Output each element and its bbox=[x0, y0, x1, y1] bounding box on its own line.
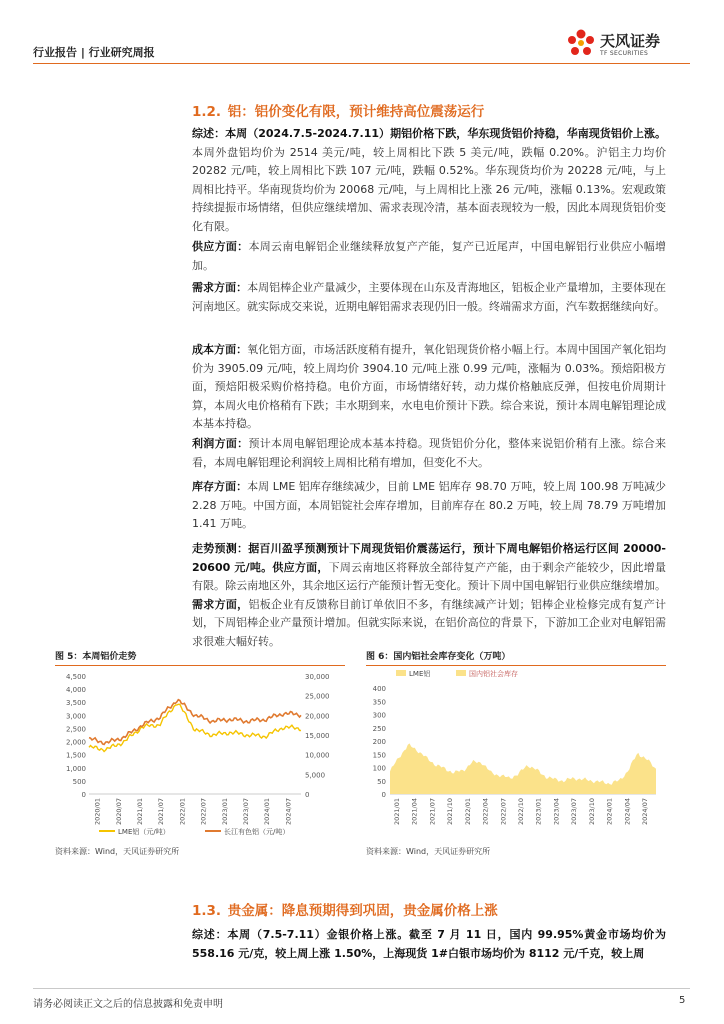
report-type-label: 行业报告 | 行业研究周报 bbox=[33, 46, 155, 59]
summary-paragraph bbox=[192, 125, 666, 237]
profit-body: 预计本周电解铝理论成本基本持稳。现货铝价分化，整体来说铝价稍有上涨。综合来看，本周电解铝理论利润较上周相比稍有增加，但变化不大。 bbox=[192, 437, 667, 469]
y-left-tick-label: 4,500 bbox=[65, 673, 86, 681]
y-tick-label: 250 bbox=[372, 724, 386, 733]
cost-lead: 成本方面： bbox=[192, 343, 248, 356]
page-number: 5 bbox=[679, 995, 686, 1006]
y-tick-label: 0 bbox=[381, 791, 386, 799]
figure-5 bbox=[55, 649, 345, 849]
x-tick-label: 2024/07 bbox=[284, 798, 293, 826]
x-tick-label: 2022/07 bbox=[499, 798, 508, 826]
section-heading: 铝：铝价变化有限，预计维持高位震荡运行 bbox=[227, 104, 485, 120]
y-left-tick-label: 4,000 bbox=[65, 686, 86, 695]
y-left-tick-label: 1,500 bbox=[65, 751, 86, 760]
brand-name: 天风证券 bbox=[600, 32, 661, 50]
y-tick-label: 150 bbox=[372, 751, 386, 760]
y-left-tick-label: 2,000 bbox=[65, 738, 86, 747]
figure-6-title: 图 6：国内铝社会库存变化（万吨） bbox=[366, 652, 511, 662]
section-title-aluminum bbox=[192, 100, 484, 120]
y-left-tick-label: 0 bbox=[81, 791, 86, 799]
series-line-changjiang bbox=[89, 700, 301, 745]
x-tick-label: 2021/07 bbox=[157, 798, 166, 826]
x-tick-label: 2024/04 bbox=[623, 798, 632, 826]
y-right-tick-label: 5,000 bbox=[305, 771, 326, 780]
y-tick-label: 350 bbox=[372, 698, 386, 707]
series-line-lme bbox=[89, 704, 301, 751]
y-right-tick-label: 0 bbox=[305, 791, 310, 799]
header-divider bbox=[33, 63, 690, 64]
legend-label-lme: LME铝（元/吨） bbox=[118, 828, 170, 836]
legend-label-domestic: 国内铝社会库存 bbox=[469, 670, 518, 678]
x-tick-label: 2023/01 bbox=[534, 798, 543, 826]
figure-6-source: 资料来源：Wind，天风证券研究所 bbox=[366, 847, 491, 856]
section-number: 1.3. bbox=[192, 903, 222, 919]
y-right-tick-label: 20,000 bbox=[305, 712, 330, 721]
y-left-tick-label: 3,000 bbox=[65, 712, 86, 721]
y-tick-label: 200 bbox=[372, 738, 386, 746]
supply-lead: 供应方面： bbox=[192, 240, 249, 253]
x-tick-label: 2022/04 bbox=[481, 798, 490, 826]
y-right-tick-label: 10,000 bbox=[305, 751, 330, 760]
forecast-body1: 下周云南地区将释放全部待复产产能，由于剩余产能较少，因此增量有限。除云南地区外，其余地区运行产能预计暂无变化。预计下周中国电解铝行业供应继续增加。 bbox=[192, 560, 666, 593]
figure-5-title: 图 5：本周铝价走势 bbox=[55, 652, 137, 662]
inventory-lead: 库存方面： bbox=[192, 480, 248, 493]
x-tick-label: 2023/10 bbox=[587, 798, 596, 826]
x-tick-label: 2023/01 bbox=[220, 798, 229, 826]
y-right-tick-label: 15,000 bbox=[305, 732, 330, 740]
brand-name-en: TF SECURITIES bbox=[600, 50, 649, 57]
x-tick-label: 2023/04 bbox=[552, 798, 561, 826]
profit-paragraph bbox=[192, 435, 666, 472]
y-right-tick-label: 25,000 bbox=[305, 692, 330, 701]
y-left-tick-label: 3,500 bbox=[65, 699, 86, 708]
x-tick-label: 2021/01 bbox=[392, 798, 401, 826]
footer-divider bbox=[33, 988, 690, 989]
precious-summary-lead: 综述：本周（7.5-7.11）金银价格上涨。截至 7 月 11 日，国内 99.95%黄金市场均价为 558.16 元/克，较上周上涨 1.50%，上海现货 1#白银市场均价为 8112 元/千克，较上周 bbox=[192, 928, 666, 960]
forecast-body2: 铝板企业有反馈称目前订单依旧不多，有继续减产计划；铝棒企业检修完成有复产计划，下周铝棒企业产量预计增加。但就实际来说，在铝价高位的背景下，下游加工企业对电解铝需求很难大幅好转。 bbox=[192, 597, 667, 648]
x-tick-label: 2021/04 bbox=[410, 798, 419, 826]
x-tick-label: 2022/10 bbox=[517, 798, 525, 826]
legend-label-lme: LME铝 bbox=[409, 670, 431, 678]
demand-paragraph bbox=[192, 279, 666, 316]
x-tick-label: 2024/01 bbox=[263, 798, 272, 826]
forecast-demand-lead: 需求方面， bbox=[192, 597, 249, 611]
precious-summary-paragraph bbox=[192, 926, 666, 963]
cost-paragraph bbox=[192, 341, 666, 434]
supply-body: 本周云南电解铝企业继续释放复产产能，复产已近尾声，中国电解铝行业供应小幅增加。 bbox=[192, 240, 667, 272]
figure-6 bbox=[366, 649, 666, 849]
x-tick-label: 2024/01 bbox=[605, 798, 614, 826]
legend-label-changjiang: 长江有色铝（元/吨） bbox=[224, 828, 290, 836]
inventory-body: 本周 LME 铝库存继续减少，目前 LME 铝库存 98.70 万吨，较上周 100.98 万吨减少 2.28 万吨。中国方面，本周铝锭社会库存增加，目前库存在 80.2 万吨，较上周 78.79 万吨增加 1.41 万吨。 bbox=[192, 480, 666, 531]
profit-lead: 利润方面： bbox=[192, 437, 249, 450]
section-heading: 贵金属：降息预期得到巩固，贵金属价格上涨 bbox=[227, 903, 498, 919]
supply-paragraph bbox=[192, 238, 666, 275]
x-tick-label: 2020/07 bbox=[114, 798, 123, 826]
legend-swatch-domestic bbox=[456, 670, 466, 676]
x-tick-label: 2021/10 bbox=[446, 798, 455, 826]
x-tick-label: 2020/01 bbox=[93, 798, 102, 826]
figure-5-source: 资料来源：Wind，天风证券研究所 bbox=[55, 847, 180, 856]
section-title-precious-metals bbox=[192, 899, 498, 919]
x-tick-label: 2023/07 bbox=[570, 798, 579, 826]
brand-flower-icon bbox=[564, 26, 598, 60]
demand-lead: 需求方面： bbox=[192, 281, 248, 294]
x-tick-label: 2022/07 bbox=[199, 798, 208, 826]
x-tick-label: 2023/07 bbox=[242, 798, 250, 826]
y-tick-label: 50 bbox=[377, 777, 386, 786]
brand-logo bbox=[564, 26, 694, 62]
x-tick-label: 2021/01 bbox=[136, 798, 144, 826]
y-left-tick-label: 500 bbox=[72, 777, 86, 786]
inventory-paragraph bbox=[192, 478, 666, 534]
y-tick-label: 300 bbox=[372, 711, 386, 720]
x-tick-label: 2022/01 bbox=[463, 798, 472, 826]
y-tick-label: 400 bbox=[372, 685, 386, 693]
footer-disclaimer: 请务必阅读正文之后的信息披露和免责申明 bbox=[33, 999, 223, 1010]
cost-body: 氧化铝方面，市场活跃度稍有提升，氧化铝现货价格小幅上行。本周中国国产氧化铝均价为 3905.09 元/吨，较上周均价 3904.10 元/吨上涨 0.99 元/吨，涨幅为 0.03%。预焙阳极方面，预焙阳极采购价格持稳。电价方面，市场情绪好转，动力煤价格触底反弹，但按电价周期计算，本周火电价格稍有下跌；丰水期到来，水电电价预计下跌。综合来说，预计本周电解铝理论成本基本持稳。 bbox=[192, 343, 667, 431]
summary-lead: 综述：本周（2024.7.5-2024.7.11）期铝价格下跌，华东现货铝价持稳，华南现货铝价上涨。 bbox=[192, 127, 666, 140]
area-series-inventory bbox=[390, 743, 656, 794]
y-left-tick-label: 2,500 bbox=[65, 725, 86, 734]
demand-body: 本周铝棒企业产量减少，主要体现在山东及青海地区，铝板企业产量增加，主要体现在河南地区。就实际成交来说，近期电解铝需求表现仍旧一般。终端需求方面，汽车数据继续向好。 bbox=[192, 281, 667, 313]
section-number: 1.2. bbox=[192, 104, 222, 120]
y-tick-label: 100 bbox=[372, 764, 386, 773]
x-tick-label: 2021/07 bbox=[428, 798, 437, 826]
x-tick-label: 2022/01 bbox=[178, 798, 187, 826]
forecast-lead: 走势预测：据百川盈孚预测预计下周现货铝价震荡运行，预计下周电解铝价格运行区间 20000-20600 元/吨。供应方面， bbox=[192, 542, 666, 574]
chart-aluminum-inventory bbox=[366, 666, 666, 846]
forecast-paragraph bbox=[192, 540, 666, 652]
y-right-tick-label: 30,000 bbox=[305, 673, 330, 681]
chart-aluminum-price bbox=[55, 666, 345, 846]
y-left-tick-label: 1,000 bbox=[65, 764, 86, 773]
x-tick-label: 2024/07 bbox=[641, 798, 650, 826]
summary-body: 本周外盘铝均价为 2514 美元/吨，较上周相比下跌 5 美元/吨，跌幅 0.20%。沪铝主力均价 20282 元/吨，较上周相比下跌 107 元/吨，跌幅 0.52%。华东现货均价为 20228 元/吨，与上周相比持平。华南现货均价为 20068 元/吨，与上周相比上涨 26 元/吨，涨幅 0.13%。宏观政策持续提振市场情绪，但供应继续增加、需求表现冷清，基本面表现较为一般，因此本周现货铝价变化有限。 bbox=[192, 145, 666, 233]
legend-swatch-lme bbox=[396, 670, 406, 676]
